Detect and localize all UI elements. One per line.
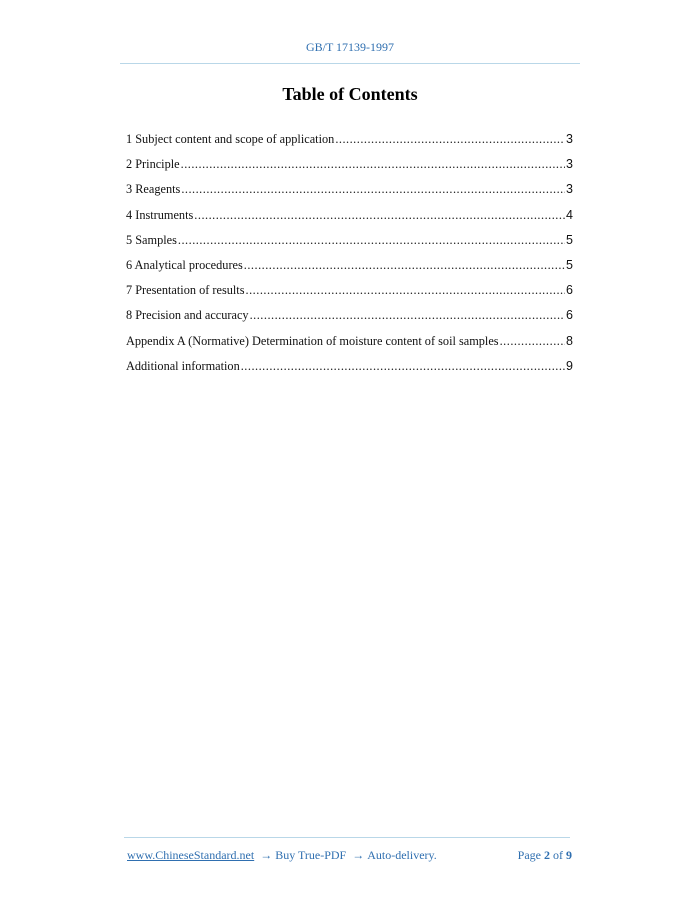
toc-leader-dots <box>181 182 565 197</box>
toc-leader-dots <box>194 208 565 223</box>
toc-leader-dots <box>178 233 565 248</box>
toc-entry-label: 7 Presentation of results <box>126 283 245 298</box>
toc-entry-page: 5 <box>566 257 573 272</box>
toc-entry-label: 5 Samples <box>126 232 177 247</box>
toc-entry-page: 6 <box>566 308 573 323</box>
arrow-right-icon: → <box>260 848 273 862</box>
toc-leader-dots <box>500 334 565 349</box>
toc-entry-label: 3 Reagents <box>126 182 181 197</box>
toc-entry[interactable] <box>126 132 573 157</box>
toc-entry-page: 5 <box>566 232 573 247</box>
header-divider <box>120 63 580 64</box>
toc-entry[interactable] <box>126 233 573 258</box>
toc-entry-page: 8 <box>566 333 573 348</box>
toc-leader-dots <box>181 157 565 172</box>
toc-leader-dots <box>246 283 566 298</box>
page-title: Table of Contents <box>282 84 418 104</box>
auto-delivery-text: Auto-delivery. <box>367 848 437 862</box>
toc-leader-dots <box>250 308 565 323</box>
toc-entry[interactable] <box>126 208 573 233</box>
page-current: 2 <box>544 848 550 862</box>
toc-entry[interactable] <box>126 283 573 308</box>
toc-leader-dots <box>244 258 565 273</box>
toc-entry-label: 8 Precision and accuracy <box>126 308 249 323</box>
toc-entry-label: 1 Subject content and scope of application <box>126 132 335 146</box>
page-prefix: Page <box>517 848 541 862</box>
website-link[interactable]: www.ChineseStandard.net <box>127 848 255 862</box>
toc-entry-label: 4 Instruments <box>126 207 194 222</box>
running-header: GB/T 17139-1997 <box>305 40 395 54</box>
page-number <box>518 848 572 863</box>
toc-entry[interactable] <box>126 334 573 359</box>
toc-entry-page: 4 <box>566 207 573 222</box>
toc-entry[interactable] <box>126 182 573 207</box>
footer-left <box>127 848 437 863</box>
toc-entry-label: 2 Principle <box>126 157 180 172</box>
page-of: of <box>553 848 563 862</box>
toc-entry-page: 3 <box>566 132 573 146</box>
table-of-contents <box>126 132 573 384</box>
toc-entry[interactable] <box>126 157 573 182</box>
toc-entry[interactable] <box>126 359 573 384</box>
toc-entry[interactable] <box>126 308 573 333</box>
toc-leader-dots <box>335 132 565 147</box>
toc-entry[interactable] <box>126 258 573 283</box>
page-footer <box>127 848 572 863</box>
footer-divider <box>124 837 570 838</box>
toc-entry-label: 6 Analytical procedures <box>126 257 243 272</box>
toc-entry-label: Appendix A (Normative) Determination of moisture content of soil samples <box>126 333 499 348</box>
toc-entry-page: 3 <box>566 157 573 172</box>
buy-true-pdf-text: Buy True-PDF <box>275 848 347 862</box>
toc-entry-page: 9 <box>566 358 573 373</box>
toc-entry-label: Additional information <box>126 358 240 373</box>
arrow-right-icon: → <box>352 848 365 862</box>
toc-entry-page: 6 <box>566 283 573 298</box>
page-total: 9 <box>566 848 572 862</box>
toc-entry-page: 3 <box>566 182 573 197</box>
toc-leader-dots <box>241 359 565 374</box>
